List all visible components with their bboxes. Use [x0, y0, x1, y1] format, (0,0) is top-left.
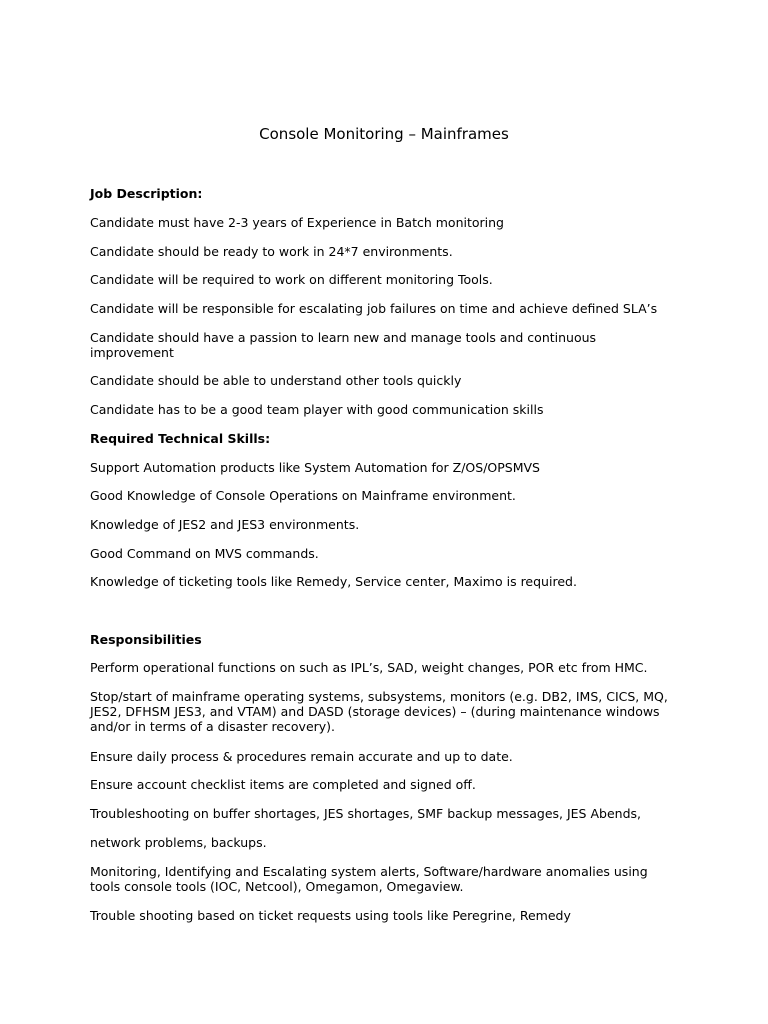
responsibility-item: Ensure account checklist items are completed and signed off.	[90, 777, 476, 792]
technical-skills-item: Good Command on MVS commands.	[90, 546, 319, 561]
job-description-heading: Job Description:	[90, 186, 203, 201]
responsibility-item: Troubleshooting on buffer shortages, JES shortages, SMF backup messages, JES Abends,	[90, 806, 641, 821]
technical-skills-item: Knowledge of ticketing tools like Remedy, Service center, Maximo is required.	[90, 574, 577, 589]
job-description-item: Candidate must have 2-3 years of Experience in Batch monitoring	[90, 215, 504, 230]
technical-skills-item: Support Automation products like System Automation for Z/OS/OPSMVS	[90, 460, 540, 475]
technical-skills-item: Good Knowledge of Console Operations on Mainframe environment.	[90, 488, 516, 503]
job-description-item: Candidate should be able to understand other tools quickly	[90, 373, 462, 388]
job-description-item: Candidate will be responsible for escalating job failures on time and achieve defined SLA’s	[90, 301, 658, 316]
technical-skills-heading: Required Technical Skills:	[90, 431, 271, 446]
job-description-item: Candidate has to be a good team player with good communication skills	[90, 402, 544, 417]
responsibility-item: Monitoring, Identifying and Escalating system alerts, Software/hardware anomalies using tools console tools (IOC, Netcool), Omegamon, Omegaview.	[90, 864, 648, 894]
job-description-item: Candidate should be ready to work in 24*7 environments.	[90, 244, 453, 259]
responsibility-item: Perform operational functions on such as IPL’s, SAD, weight changes, POR etc from HMC.	[90, 660, 648, 675]
responsibility-item: Trouble shooting based on ticket requests using tools like Peregrine, Remedy	[90, 908, 571, 923]
job-description-item: Candidate will be required to work on different monitoring Tools.	[90, 272, 493, 287]
job-description-item: Candidate should have a passion to learn new and manage tools and continuous improvement	[90, 330, 597, 360]
responsibility-item: Stop/start of mainframe operating systems, subsystems, monitors (e.g. DB2, IMS, CICS, MQ, JES2, DFHSM JES3, and VTAM) and DASD (storage devices) – (during maintenance windows and/or in terms of a disaster recovery).	[90, 689, 668, 734]
document-title: Console Monitoring – Mainframes	[259, 125, 509, 143]
technical-skills-item: Knowledge of JES2 and JES3 environments.	[90, 517, 360, 532]
responsibilities-heading: Responsibilities	[90, 632, 202, 647]
responsibility-item: Ensure daily process & procedures remain accurate and up to date.	[90, 749, 513, 764]
responsibility-item: network problems, backups.	[90, 835, 267, 850]
